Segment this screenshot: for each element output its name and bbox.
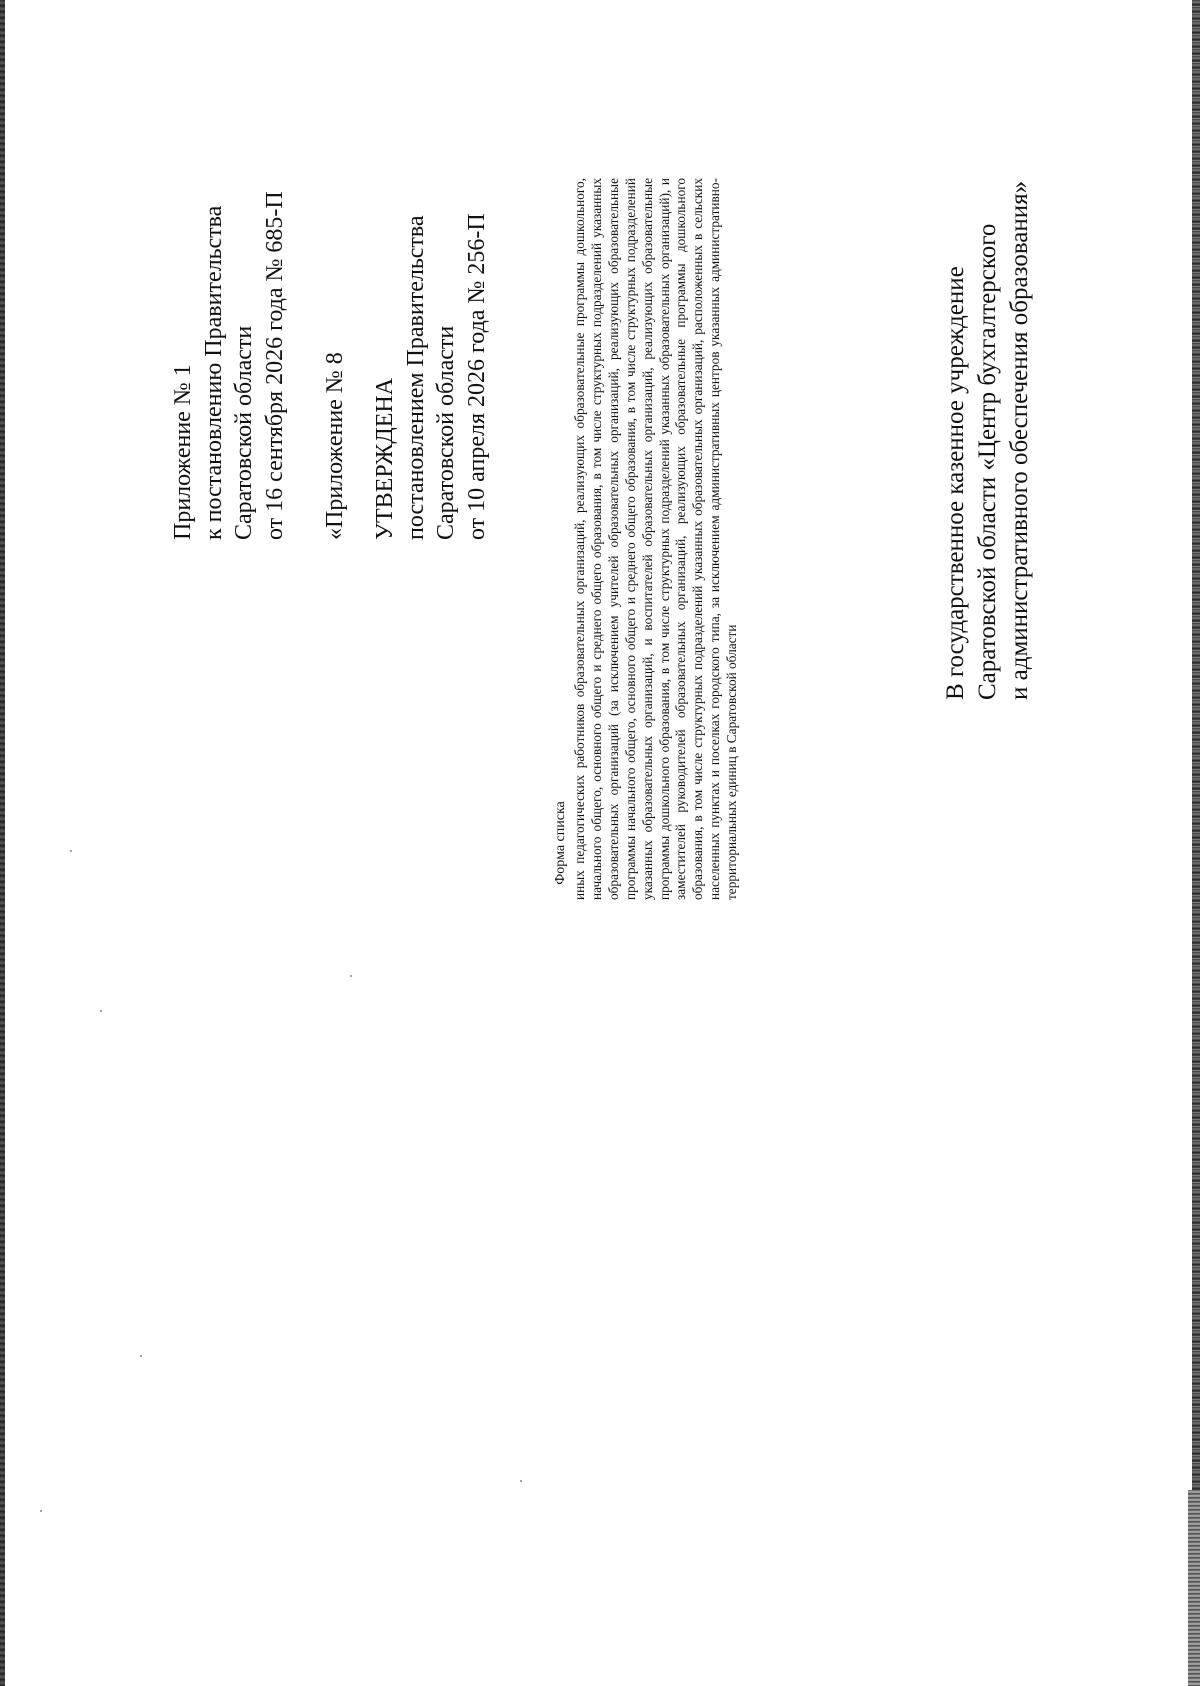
approved-heading: УТВЕРЖДЕНА (372, 377, 398, 540)
recipient-line-1: В государственное казенное учреждение (942, 266, 969, 700)
appendix-8-text: «Приложение № 8 (322, 352, 348, 540)
approved-by: постановлением Правительства (402, 215, 429, 540)
approved-date: от 10 апреля 2026 года № 256-П (463, 213, 490, 540)
form-title: Форма списка (553, 801, 568, 885)
appendix-reference: к постановлению Правительства (200, 205, 227, 540)
appendix-8-label (320, 352, 351, 540)
appendix-number: Приложение № 1 (170, 364, 196, 540)
recipient-line-3: и административного обеспечения образования» (1006, 180, 1033, 700)
appendix-header (168, 191, 290, 540)
recipient-block (940, 181, 1036, 700)
appendix-region: Саратовской области (231, 325, 257, 540)
recipient-line-2: Саратовской области «Центр бухгалтерского (974, 223, 1001, 700)
appendix-date: от 16 сентября 2026 года № 685-П (261, 191, 288, 540)
form-description: иных педагогических работников образовательных организаций, реализующих образовательные программы дошкольного, начального общего, основного общего и среднего общего образования, в том числе структурных подразделений указанных образовательных организаций (за исключением учителей образовательных организаций, реализующих образовательные программы начального общего, основного общего и среднего общего образования, в том числе структурных подразделений указанных образовательных организаций, и воспитателей образовательных организаций, реализующих образовательные программы дошкольного образования, в том числе структурных подразделений указанных образовательных организаций), и заместителей руководителей образовательных организаций, реализующих образовательные программы дошкольного образования, в том числе структурных подразделений указанных образовательных организаций, расположенных в сельских населенных пунктах и поселках городского типа, за исключением административных центров указанных административно-территориальных единиц в Саратовской области (572, 178, 740, 900)
approval-block (370, 213, 492, 540)
approved-region: Саратовской области (433, 325, 459, 540)
